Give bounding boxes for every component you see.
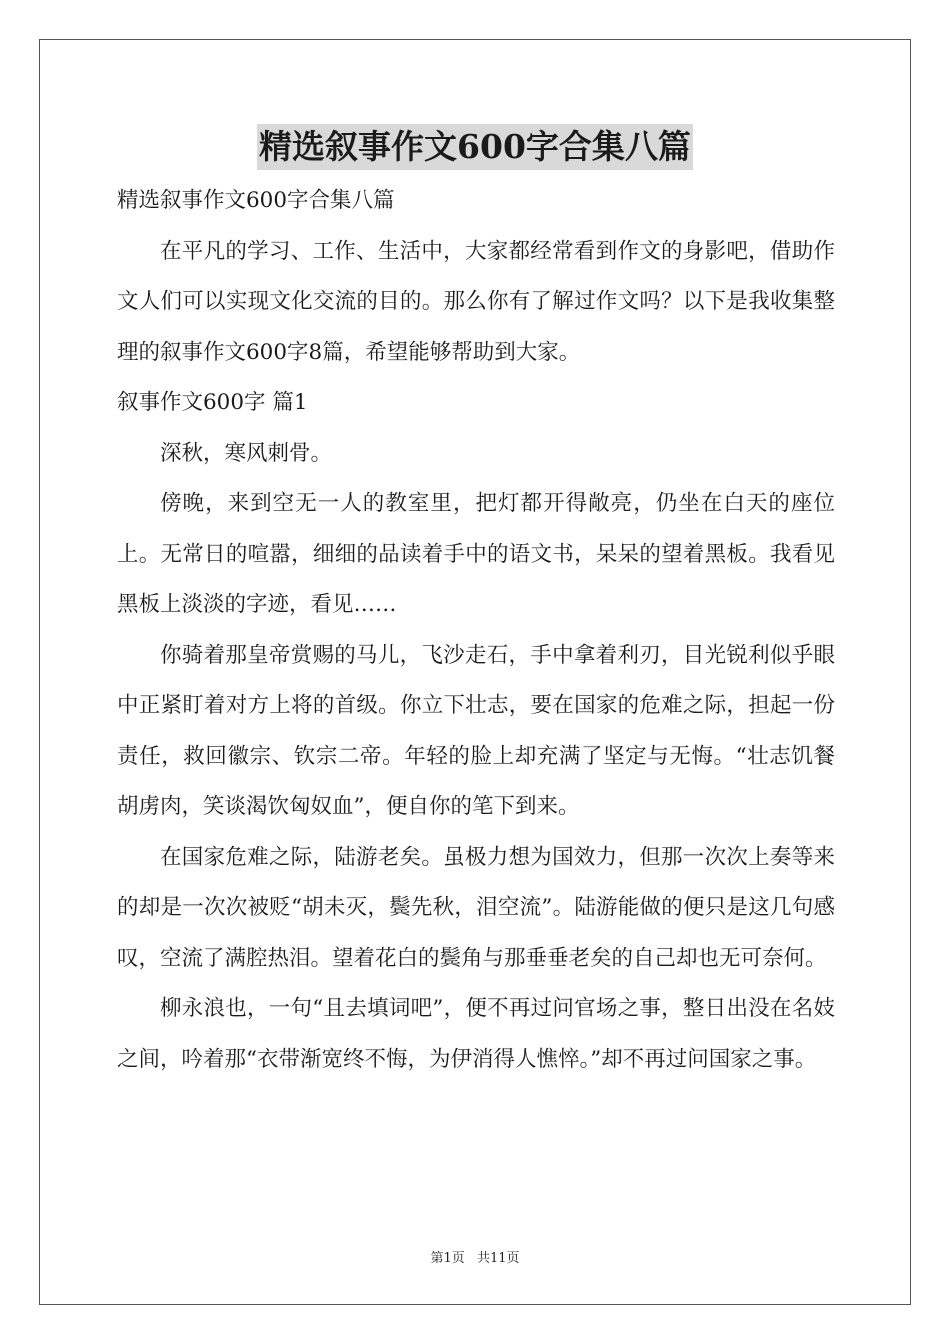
section-heading: 叙事作文600字 篇1 [117,390,308,415]
paragraph-intro: 在平凡的学习、工作、生活中，大家都经常看到作文的身影吧，借助作文人们可以实现文化交流的目的。那么你有了解过作文吗？以下是我收集整理的叙事作文600字8篇，希望能够帮助到大家。 [117,238,835,365]
document-title-text: 精选叙事作文600字合集八篇 [257,124,693,170]
page-number-total: 共11页 [476,1251,520,1266]
paragraph: 在国家危难之际，陆游老矣。虽极力想为国效力，但那一次次上奏等来的却是一次次被贬“胡未灭，鬓先秋，泪空流”。陆游能做的便只是这几句感叹，空流了满腔热泪。望着花白的鬓角与那垂垂老矣的自己却也无可奈何。 [117,844,835,971]
page-number-current: 第1页 [430,1251,465,1266]
page-footer [0,1247,950,1266]
document-title [0,124,950,179]
paragraph: 深秋，寒风刺骨。 [160,440,333,466]
document-body [117,176,835,1085]
paragraph: 傍晚，来到空无一人的教室里，把灯都开得敞亮，仍坐在白天的座位上。无常日的喧嚣，细细的品读着手中的语文书，呆呆的望着黑板。我看见黑板上淡淡的字迹，看见…… [117,491,835,617]
paragraph: 柳永浪也，一句“且去填词吧”，便不再过问官场之事，整日出没在名妓之间，吟着那“衣带渐宽终不悔，为伊消得人憔悴。”却不再过问国家之事。 [117,996,835,1072]
paragraph-subtitle: 精选叙事作文600字合集八篇 [117,188,395,213]
paragraph: 你骑着那皇帝赏赐的马儿，飞沙走石，手中拿着利刃，目光锐利似乎眼中正紧盯着对方上将的首级。你立下壮志，要在国家的危难之际，担起一份责任，救回徽宗、钦宗二帝。年轻的脸上却充满了坚定与无悔。“壮志饥餐胡虏肉，笑谈渴饮匈奴血”，便自你的笔下到来。 [117,642,835,819]
